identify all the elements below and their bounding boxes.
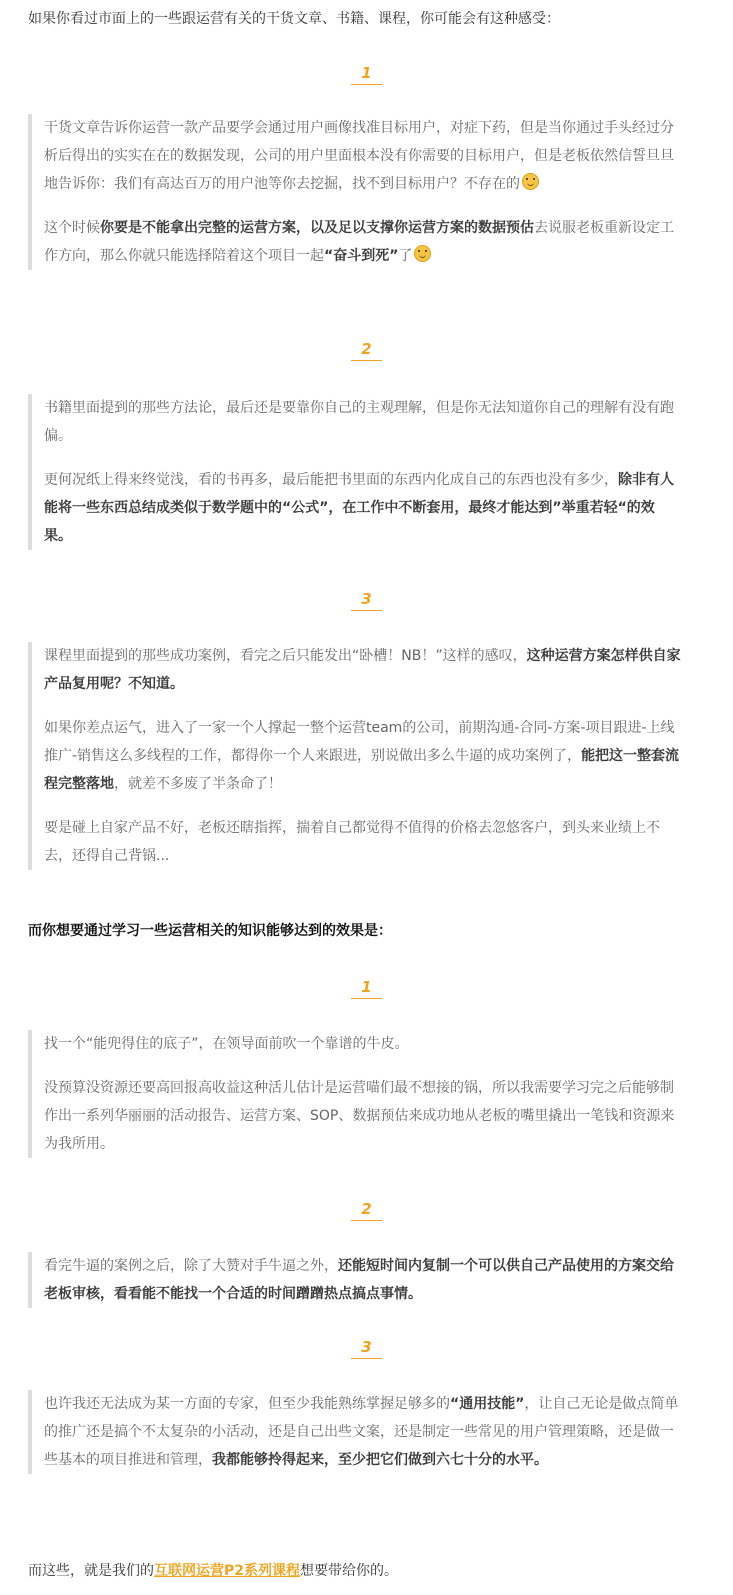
section-number: 2	[0, 340, 733, 361]
quote-paragraph: 这个时候你要是不能拿出完整的运营方案，以及足以支撑你运营方案的数据预估去说服老板重新设定工作方向，那么你就只能选择陪着这个项目一起“奋斗到死”了	[44, 220, 674, 264]
quote-paragraph: 书籍里面提到的那些方法论，最后还是要靠你自己的主观理解，但是你无法知道你自己的理解有没有跑偏。	[44, 400, 674, 444]
blockquote	[28, 1252, 682, 1308]
transition-heading: 而你想要通过学习一些运营相关的知识能够达到的效果是：	[28, 923, 392, 939]
smile-emoji-icon	[522, 173, 539, 190]
quote-paragraph: 如果你差点运气，进入了一家一个人撑起一整个运营team的公司，前期沟通-合同-方案-项目跟进-上线推广-销售这么多线程的工作，都得你一个人来跟进，别说做出多么牛逼的成功案例了，能把这一整套流程完整落地，就差不多废了半条命了！	[44, 720, 680, 792]
section-number: 2	[0, 1200, 733, 1221]
section-number: 3	[0, 590, 733, 611]
quote-paragraph: 没预算没资源还要高回报高收益这种活儿估计是运营喵们最不想接的锅，所以我需要学习完之后能够制作出一系列华丽丽的活动报告、运营方案、SOP、数据预估来成功地从老板的嘴里撬出一笔钱和资源来为我所用。	[44, 1080, 675, 1152]
quote-paragraph: 看完牛逼的案例之后，除了大赞对手牛逼之外，还能短时间内复制一个可以供自己产品使用的方案交给老板审核，看看能不能找一个合适的时间蹭蹭热点搞点事情。	[44, 1258, 674, 1302]
course-link[interactable]: 互联网运营P2系列课程	[154, 1563, 301, 1579]
quote-paragraph: 更何况纸上得来终觉浅，看的书再多，最后能把书里面的东西内化成自己的东西也没有多少，除非有人能将一些东西总结成类似于数学题中的“公式”，在工作中不断套用，最终才能达到”举重若轻“的效果。	[44, 472, 674, 544]
blockquote	[28, 114, 682, 270]
blockquote	[28, 394, 682, 550]
intro-text: 如果你看过市面上的一些跟运营有关的干货文章、书籍、课程，你可能会有这种感受：	[28, 11, 560, 27]
section-number: 3	[0, 1338, 733, 1359]
quote-paragraph: 找一个“能兜得住的底子”，在领导面前吹一个靠谱的牛皮。	[44, 1036, 409, 1052]
quote-paragraph: 要是碰上自家产品不好，老板还瞎指挥，揣着自己都觉得不值得的价格去忽悠客户，到头来业绩上不去，还得自己背锅...	[44, 820, 660, 864]
quote-paragraph: 课程里面提到的那些成功案例，看完之后只能发出“卧槽！NB！”这样的感叹，这种运营方案怎样供自家产品复用呢？不知道。	[44, 648, 681, 692]
quote-paragraph: 也许我还无法成为某一方面的专家，但至少我能熟练掌握足够多的“通用技能”，让自己无论是做点简单的推广还是搞个不太复杂的小活动，还是自己出些文案，还是制定一些常见的用户管理策略，还是做一些基本的项目推进和管理，我都能够拎得起来，至少把它们做到六七十分的水平。	[44, 1396, 679, 1468]
smile-emoji-icon	[414, 245, 431, 262]
blockquote	[28, 1390, 682, 1474]
blockquote	[28, 1030, 682, 1158]
section-number: 1	[0, 978, 733, 999]
closing-text: 而这些，就是我们的互联网运营P2系列课程想要带给你的。	[28, 1563, 399, 1579]
quote-paragraph: 干货文章告诉你运营一款产品要学会通过用户画像找准目标用户，对症下药，但是当你通过手头经过分析后得出的实实在在的数据发现，公司的用户里面根本没有你需要的目标用户，但是老板依然信誓旦旦地告诉你：我们有高达百万的用户池等你去挖掘，找不到目标用户？不存在的	[44, 120, 674, 192]
section-number: 1	[0, 64, 733, 85]
blockquote	[28, 642, 682, 870]
